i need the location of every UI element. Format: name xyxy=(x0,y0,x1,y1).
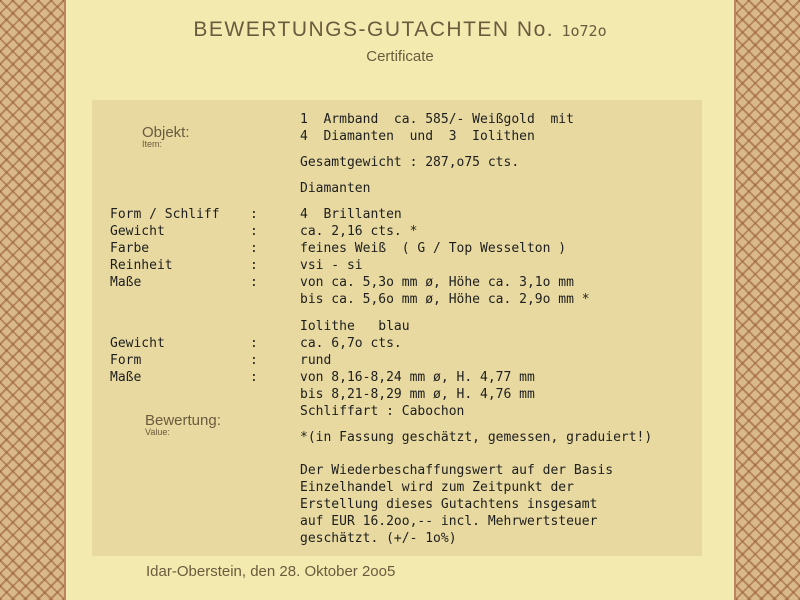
row-separator: : xyxy=(250,353,258,368)
total-weight: Gesamtgewicht : 287,o75 cts. xyxy=(300,155,520,170)
iolite-row-value: rund xyxy=(300,353,332,368)
certificate-title xyxy=(0,18,800,42)
row-separator: : xyxy=(250,224,258,239)
row-separator: : xyxy=(250,241,258,256)
valuation-line: Erstellung dieses Gutachtens insgesamt xyxy=(300,497,598,512)
valuation-line: auf EUR 16.2oo,-- incl. Mehrwertsteuer xyxy=(300,514,598,529)
iolite-row-value: von 8,16-8,24 mm ø, H. 4,77 mm xyxy=(300,370,535,385)
diamond-row-value: 4 Brillanten xyxy=(300,207,402,222)
iolite-heading: Iolithe blau xyxy=(300,319,410,334)
decorative-border-left xyxy=(0,0,64,600)
iolite-row-key: Gewicht xyxy=(110,336,165,351)
iolite-row-key: Maße xyxy=(110,370,142,385)
diamond-row-key: Maße xyxy=(110,275,142,290)
object-line: 4 Diamanten und 3 Iolithen xyxy=(300,129,535,144)
valuation-line: geschätzt. (+/- 1o%) xyxy=(300,531,457,546)
place-text: Idar-Oberstein, den xyxy=(146,563,276,580)
diamond-row-key: Reinheit xyxy=(110,258,173,273)
item-label xyxy=(142,124,190,149)
diamond-row-key: Gewicht xyxy=(110,224,165,239)
item-label-de: Objekt: xyxy=(142,124,190,141)
value-label xyxy=(145,412,221,437)
valuation-line: Der Wiederbeschaffungswert auf der Basis xyxy=(300,463,614,478)
place-and-date xyxy=(146,563,395,580)
diamond-row-value: vsi - si xyxy=(300,258,363,273)
certificate-number: 1o72o xyxy=(561,22,607,40)
diamond-row-value: ca. 2,16 cts. * xyxy=(300,224,418,239)
row-separator: : xyxy=(250,207,258,222)
measurement-note: *(in Fassung geschätzt, gemessen, graduiert!) xyxy=(300,430,653,445)
row-separator: : xyxy=(250,336,258,351)
diamonds-heading: Diamanten xyxy=(300,181,371,196)
iolite-row-value: ca. 6,7o cts. xyxy=(300,336,402,351)
value-label-de: Bewertung: xyxy=(145,412,221,429)
title-text: BEWERTUNGS-GUTACHTEN No. xyxy=(193,18,555,41)
item-label-en: Item: xyxy=(142,139,163,149)
object-line: 1 Armband ca. 585/- Weißgold mit xyxy=(300,112,574,127)
diamond-row-value: feines Weiß ( G / Top Wesselton ) xyxy=(300,241,567,256)
iolite-row-key: Form xyxy=(110,353,142,368)
border-edge-right xyxy=(734,0,736,600)
decorative-border-right xyxy=(736,0,800,600)
issue-date: 28. Oktober 2oo5 xyxy=(279,563,396,580)
diamond-row-value: von ca. 5,3o mm ø, Höhe ca. 3,1o mm xyxy=(300,275,574,290)
diamond-row-value: bis ca. 5,6o mm ø, Höhe ca. 2,9o mm * xyxy=(300,292,590,307)
diamond-row-key: Form / Schliff xyxy=(110,207,220,222)
row-separator: : xyxy=(250,258,258,273)
certificate-subtitle: Certificate xyxy=(366,48,434,65)
row-separator: : xyxy=(250,370,258,385)
diamond-row-key: Farbe xyxy=(110,241,150,256)
row-separator: : xyxy=(250,275,258,290)
iolite-row-value: bis 8,21-8,29 mm ø, H. 4,76 mm xyxy=(300,387,535,402)
value-label-en: Value: xyxy=(145,427,170,437)
iolite-cut: Schliffart : Cabochon xyxy=(300,404,465,419)
valuation-line: Einzelhandel wird zum Zeitpunkt der xyxy=(300,480,574,495)
